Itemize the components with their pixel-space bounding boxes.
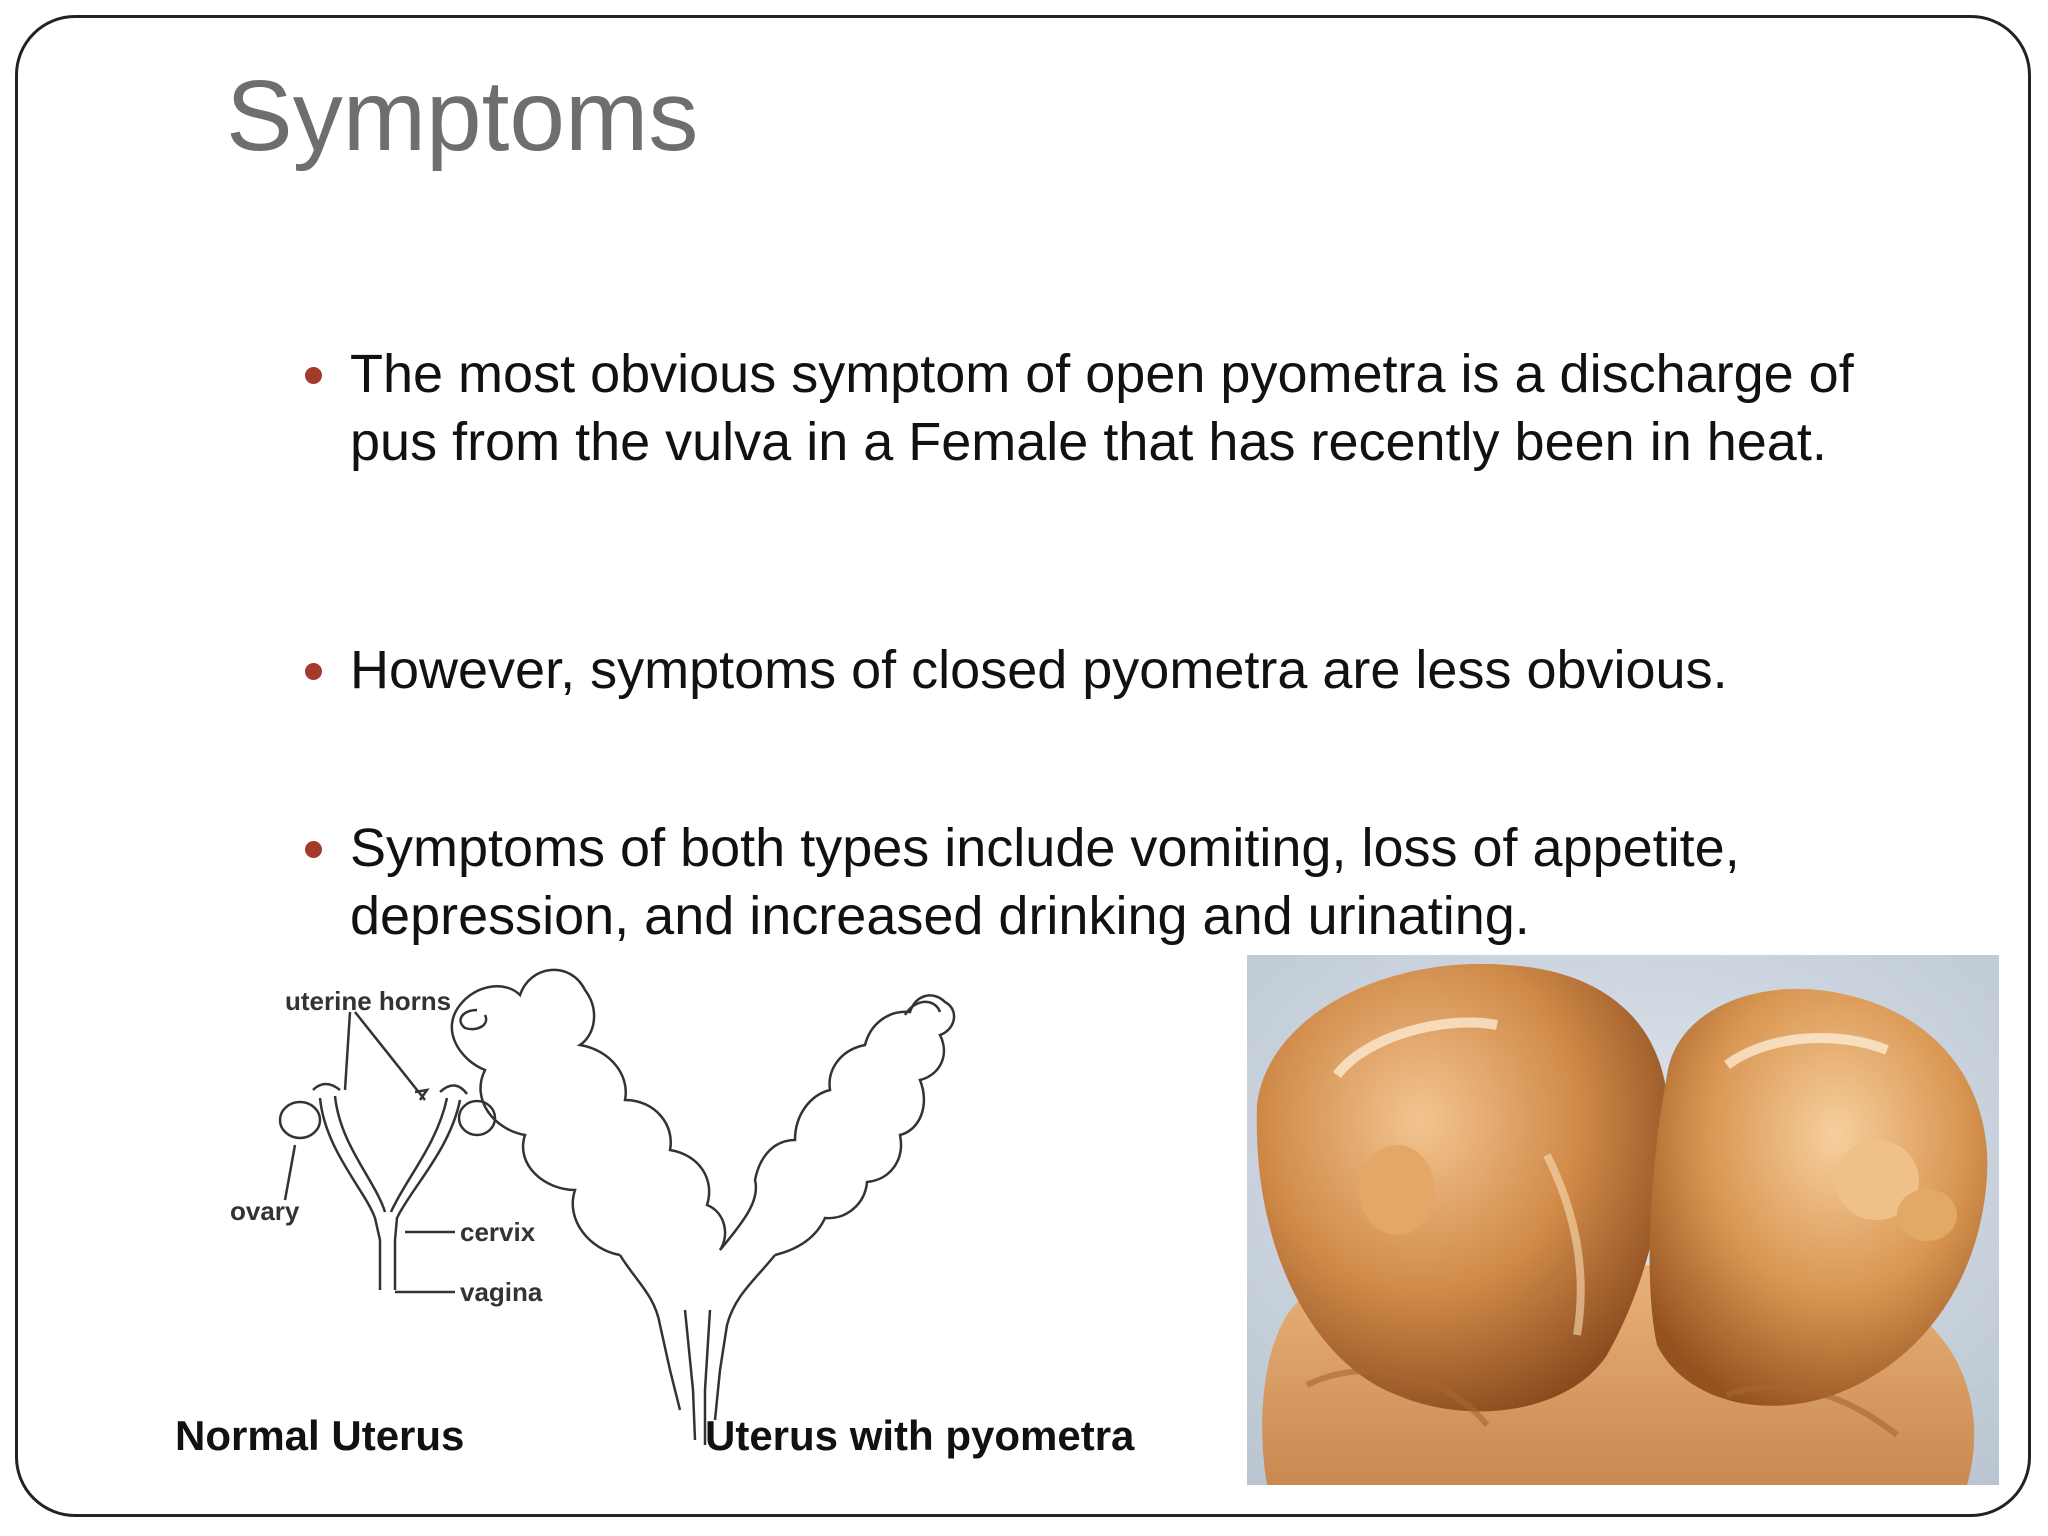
caption-pyometra-uterus: Uterus with pyometra: [705, 1412, 1135, 1459]
uterus-diagram: [175, 950, 1215, 1470]
bullet-item: [350, 340, 1910, 476]
label-uterine-horns: uterine horns: [285, 986, 452, 1016]
bullet-text: The most obvious symptom of open pyometra is a discharge of pus from the vulva in a Female that has recently been in heat.: [350, 344, 1854, 472]
pyometra-specimen-photo: [1247, 955, 1999, 1485]
label-vagina: vagina: [460, 1277, 543, 1307]
slide-title: Symptoms: [226, 60, 699, 172]
bullet-dot-icon: [305, 841, 322, 858]
bullet-text: However, symptoms of closed pyometra are less obvious.: [350, 640, 1728, 700]
caption-normal-uterus: Normal Uterus: [175, 1412, 465, 1459]
pyometra-uterus-drawing: [452, 970, 954, 1445]
bullet-item: [350, 636, 1910, 704]
bullet-text: Symptoms of both types include vomiting, loss of appetite, depression, and increased drinking and urinating.: [350, 818, 1740, 946]
bullet-item: [350, 814, 1910, 950]
label-ovary: ovary: [230, 1196, 300, 1226]
label-cervix: cervix: [460, 1217, 536, 1247]
bullet-dot-icon: [305, 663, 322, 680]
bullet-dot-icon: [305, 367, 322, 384]
